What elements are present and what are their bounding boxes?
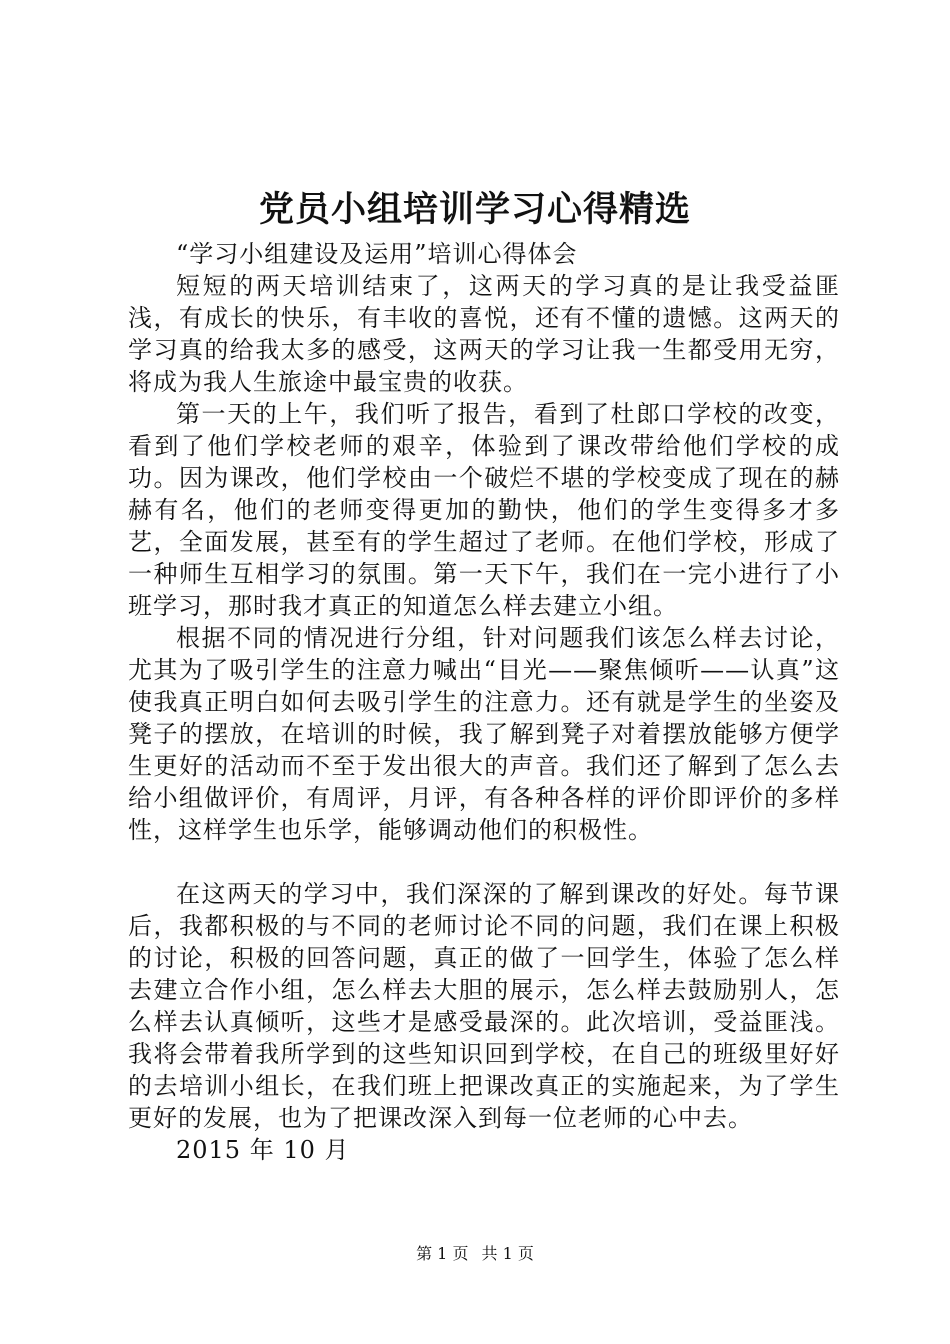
document-subtitle: “学习小组建设及运用”培训心得体会 (176, 240, 578, 268)
document-title: 党员小组培训学习心得精选 (258, 189, 691, 230)
page-footer (0, 1244, 950, 1264)
paragraph-2: 第一天的上午，我们听了报告，看到了杜郎口学校的改变，看到了他们学校老师的艰辛，体验到了课改带给他们学校的成功。因为课改，他们学校由一个破烂不堪的学校变成了现在的赫赫有名，他们的老师变得更加的勤快，他们的学生变得多才多艺，全面发展，甚至有的学生超过了老师。在他们学校，形成了一种师生互相学习的氛围。第一天下午，我们在一完小进行了小班学习，那时我才真正的知道怎么样去建立小组。 (128, 400, 840, 620)
document-date: 2015 年 10 月 (176, 1136, 350, 1164)
paragraph-4: 在这两天的学习中，我们深深的了解到课改的好处。每节课后，我都积极的与不同的老师讨论不同的问题，我们在课上积极的讨论，积极的回答问题，真正的做了一回学生，体验了怎么样去建立合作小组，怎么样去大胆的展示，怎么样去鼓励别人，怎么样去认真倾听，这些才是感受最深的。此次培训，受益匪浅。我将会带着我所学到的这些知识回到学校，在自己的班级里好好的去培训小组长，在我们班上把课改真正的实施起来，为了学生更好的发展，也为了把课改深入到每一位老师的心中去。 (128, 880, 840, 1132)
paragraph-1: 短短的两天培训结束了，这两天的学习真的是让我受益匪浅，有成长的快乐，有丰收的喜悦，还有不懂的遗憾。这两天的学习真的给我太多的感受，这两天的学习让我一生都受用无穷，将成为我人生旅途中最宝贵的收获。 (128, 272, 840, 396)
page-total: 共 1 页 (481, 1244, 534, 1263)
paragraph-spacer (128, 846, 840, 878)
page-number: 第 1 页 (416, 1244, 469, 1263)
document-body (128, 238, 840, 1166)
paragraph-3: 根据不同的情况进行分组，针对问题我们该怎么样去讨论，尤其为了吸引学生的注意力喊出“目光——聚焦倾听——认真”这使我真正明白如何去吸引学生的注意力。还有就是学生的坐姿及凳子的摆放，在培训的时候，我了解到凳子对着摆放能够方便学生更好的活动而不至于发出很大的声音。我们还了解到了怎么去给小组做评价，有周评，月评，有各种各样的评价即评价的多样性，这样学生也乐学，能够调动他们的积极性。 (128, 624, 840, 844)
